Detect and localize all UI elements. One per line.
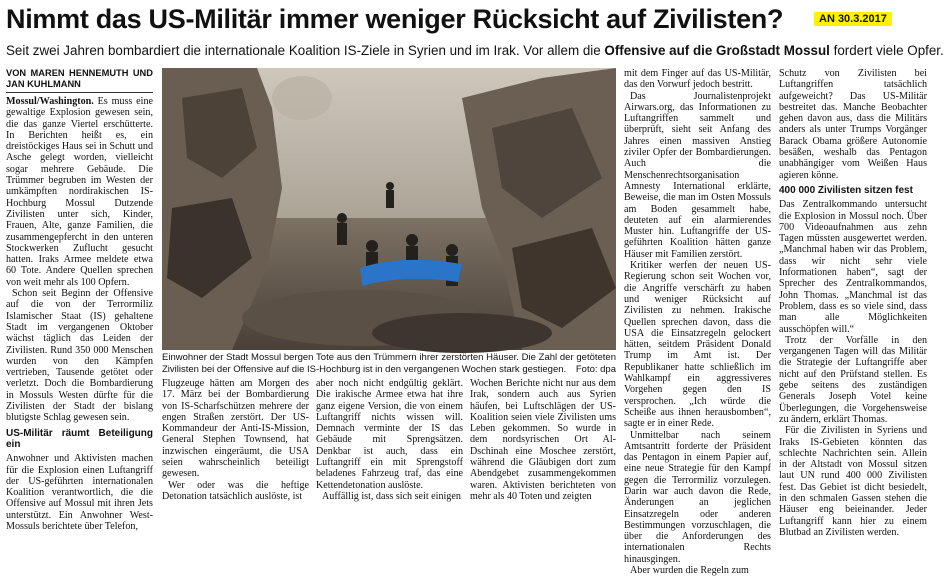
news-photo xyxy=(162,68,616,350)
column-6 xyxy=(779,68,927,538)
paragraph xyxy=(6,96,153,288)
headline-row xyxy=(6,2,926,36)
paragraph: Schutz von Zivilisten bei Luftangriffen tatsächlich aufgeweicht? Das US-Militär bestreitet das. Manche Beobachter gehen davon aus, dass die Militärs anders als unter Trumps Vorgänger Barack Obama größere Autonomie besäßen, weshalb das Pentagon unabhängiger vom Weißen Haus agieren könne. xyxy=(779,68,927,181)
paragraph: Schon seit Beginn der Offensive auf die von der Terrormiliz Islamischer Staat (IS) gehaltene Stadt im vergangenen Oktober wächst täglich das Leiden der Zivilisten. Rund 350 000 Menschen wurden von den Kämpfen vertrieben, Tausende getötet oder verletzt. Doch die Bombardierung in Mossuls Westen dürfte für die Zivilisten der Stadt der bislang blutigste Schlag gewesen sein. xyxy=(6,288,153,424)
paragraph: Das Journalistenprojekt Airwars.org, das Informationen zu Luftangriffen sammelt und überprüft, sieht seit Anfang des Jahres einen massiven Anstieg ziviler Opfer der Bombardierungen. Auch die Menschenrechtsorganisation Amnesty International erklärte, Beweise, die man im Osten Mossuls am Boden gesammelt habe, deuteten auf ein alarmierendes Muster hin. Luftangriffe der US-geführten Koalition hätten ganze Häuser mit Familien zerstört. xyxy=(624,90,771,260)
subheading: 400 000 Zivilisten sitzen fest xyxy=(779,184,913,196)
subheading: US-Militär räumt Beteiligung ein xyxy=(6,427,153,450)
column-1 xyxy=(6,68,153,532)
paragraph: Auffällig ist, dass sich seit einigen xyxy=(322,490,461,502)
paragraph: mit dem Finger auf das US-Militär, das den Vorwurf jedoch bestritt. xyxy=(624,68,771,91)
paragraph: Für die Zivilisten in Syriens und Iraks IS-Gebieten könnten das schlechte Nachrichten sein. Allein in der Altstadt von Mossul sitzen laut UN rund 400 000 Zivilisten fest. Das Gebiet ist dicht besiedelt, in den schmalen Gassen stehen die Häuser eng beieinander. Jeder Luftangriff kann hier zu einem Blutbad an Zivilisten werden. xyxy=(779,425,927,538)
subline-text: Seit zwei Jahren bombardiert die internationale Koalition IS-Ziele in Syrien und im Irak. Vor allem die xyxy=(6,43,605,58)
paragraph-text: Es muss eine gewaltige Explosion gewesen sein, die das ganze Viertel erschütterte. In Berichten heißt es, ein dreistöckiges Haus sei in Schutt und Asche gelegt worden, vielleicht sogar mehrere Gebäude. Die Trümmer begruben im Westen der umkämpften nordirakischen IS-Hochburg Mossul Dutzende Zivilisten unter sich, Kinder, Frauen, Alte, ganze Familien, die zusammengepfercht in den unteren Stockwerken Zuflucht gesucht hatten. Iraks Armee meldete etwa 60 Tote. Andere Quellen sprechen von weit mehr als 100 Opfern. xyxy=(6,96,153,288)
paragraph: aber noch nicht endgültig geklärt. Die irakische Armee etwa hat ihre ganz eigene Version, die von einem Luftangriff nichts wissen will. Demnach verminte der IS das Gebäude mit Sprengsätzen. Denkbar ist auch, dass ein Luftangriff ein mit Sprengstoff beladenes Fahrzeug traf, das eine Kettendetonation auslöste. xyxy=(316,378,463,491)
subline xyxy=(6,42,944,59)
column-4 xyxy=(470,378,616,502)
headline: Nimmt das US-Militär immer weniger Rücksicht auf Zivilisten? xyxy=(6,4,784,34)
paragraph: Das Zentralkommando untersucht die Explosion in Mossul noch. Über 700 Videoaufnahmen aus zehn Tagen müssten ausgewertet werden. „Manchmal haben wir das Problem, dass wir nicht sehr viele Informationen haben“, sagt der Sprecher des Zentralkommandos, John Thomas. „Manchmal ist das Problem, dass es so viele sind, dass man alle Möglichkeiten ausschöpfen will.“ xyxy=(779,199,927,335)
caption-text: Einwohner der Stadt Mossul bergen Tote aus den Trümmern ihrer zerstörten Häuser. Die Zahl der getöteten Zivilisten bei der Offensive auf die IS-Hochburg ist in den vergangenen Wochen stark gestiegen. xyxy=(162,352,616,375)
dateline: Mossul/Washington. xyxy=(6,96,94,107)
paragraph: Flugzeuge hätten am Morgen des 17. März bei der Bombardierung von IS-Scharfschützen mehrere der engen Straßen zerstört. Der US-Kommandeur der Anti-IS-Mission, General Stephen Townsend, hat inzwischen eingeräumt, die USA seien wahrscheinlich beteiligt gewesen. xyxy=(162,378,309,480)
paragraph: Wer oder was die heftige Detonation tatsächlich auslöste, ist xyxy=(162,479,309,502)
subline-bold: Offensive auf die Großstadt Mossul xyxy=(604,43,830,58)
column-3 xyxy=(316,378,463,502)
paragraph: Unmittelbar nach seinem Amtsantritt forderte der Präsident das Pentagon in einem Papier auf, eine neue Strategie für den Kampf gegen die Terrormiliz vorzulegen. Darin war auch davon die Rede, Änderungen an jeglichen Einsatzregeln oder anderen Bestimmungen vorzuschlagen, die über die Anforderungen des internationalen Rechts hinausgingen. xyxy=(624,429,771,565)
column-2 xyxy=(162,378,309,502)
subline-end: fordert viele Opfer. xyxy=(829,43,944,58)
paragraph: Trotz der Vorfälle in den vergangenen Tagen will das Militär die Strategie der Luftangriffe aber nicht auf den Prüfstand stellen. Es gebe seitens des zuständigen Generals Joseph Votel keine Überlegungen, die Vorgehensweise zu ändern, erklärt Thomas. xyxy=(779,334,927,425)
byline: VON MAREN HENNEMUTH UND JAN KUHLMANN xyxy=(6,68,153,89)
paragraph: Aber wurden die Regeln zum xyxy=(630,565,749,576)
photo-credit: Foto: dpa xyxy=(575,363,616,375)
photo-caption xyxy=(162,352,616,375)
date-badge: AN 30.3.2017 xyxy=(814,12,892,26)
paragraph: Kritiker werfen der neuen US-Regierung schon seit Wochen vor, die Angriffe verschärft zu haben und weniger Rücksicht auf Zivilisten zu nehmen. Irakische Quellen sprechen davon, dass die USA die Einsatzregeln gelockert hätten, seitdem Präsident Donald Trump im Amt ist. Der Republikaner hatte schließlich im Wahlkampf ein aggressiveres Vorgehen gegen den IS versprochen. „Ich würde die Scheiße aus ihnen herausbomben“, sagte er in einer Rede. xyxy=(624,260,771,430)
byline-rule xyxy=(6,92,153,93)
paragraph: Anwohner und Aktivisten machen für die Explosion einen Luftangriff der US-geführten internationalen Koalition verantwortlich, die die Offensive auf Mossul mit ihren Jets unterstützt. Ein Anwohner West-Mossuls berichtete über Telefon, xyxy=(6,453,153,532)
paragraph: Wochen Berichte nicht nur aus dem Irak, sondern auch aus Syrien häufen, bei Luftschlägen der US-Koalition seien viele Zivilisten ums Leben gekommen. So wurde in dem nordsyrischen Ort Al-Dschinah eine Moschee zerstört, während die Gläubigen dort zum Abendgebet zusammengekommen waren. Aktivisten berichteten von mehr als 40 Toten und zeigten xyxy=(470,378,616,502)
column-5 xyxy=(624,68,771,576)
